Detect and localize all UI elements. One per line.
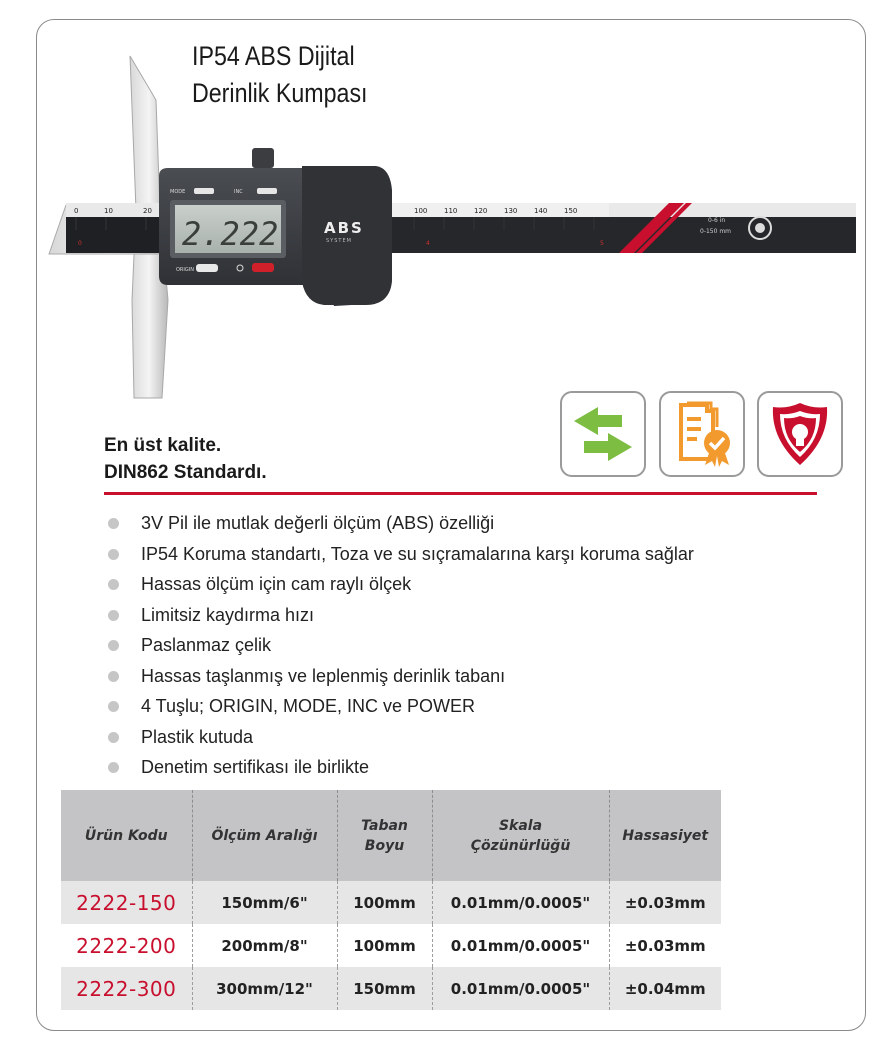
cell-range: 200mm/8": [192, 924, 337, 967]
bidirectional-arrows-icon: [568, 399, 638, 469]
table-row: [61, 967, 721, 1010]
scale-label: 20: [143, 207, 152, 215]
scale-label: 130: [504, 207, 518, 215]
cell-range: 300mm/12": [192, 967, 337, 1010]
header-base-length: Taban Boyu: [337, 790, 432, 881]
feature-text: 4 Tuşlu; ORIGIN, MODE, INC ve POWER: [141, 696, 476, 716]
feature-list: [108, 510, 694, 785]
feature-text: 3V Pil ile mutlak değerli ölçüm (ABS) özelliği: [141, 513, 495, 533]
feature-text: Hassas taşlanmış ve leplenmiş derinlik tabanı: [141, 665, 506, 686]
bullet-icon: [108, 610, 119, 621]
certificate-document-icon: [667, 399, 737, 469]
title-line-1: IP54 ABS Dijital: [192, 41, 355, 71]
cell-range: 150mm/6": [192, 881, 337, 924]
feature-item: [108, 602, 694, 633]
feature-text: Hassas ölçüm için cam raylı ölçek: [141, 574, 412, 594]
table-row: [61, 881, 721, 924]
feature-item: [108, 693, 694, 724]
feature-text: Paslanmaz çelik: [141, 635, 272, 655]
tagline-line-1: En üst kalite.: [104, 435, 222, 456]
certificate-document-icon-box: [659, 391, 745, 477]
scale-label: 100: [414, 207, 428, 215]
bullet-icon: [108, 671, 119, 682]
lcd-reading: 2.222: [182, 215, 279, 253]
feature-item: [108, 541, 694, 572]
tagline-line-2: DIN862 Standardı.: [104, 462, 267, 483]
header-product-code: Ürün Kodu: [61, 790, 192, 881]
table-row: [61, 924, 721, 967]
cell-base: 100mm: [337, 881, 432, 924]
scale-label: 10: [104, 207, 113, 215]
bidirectional-arrows-icon-box: [560, 391, 646, 477]
shield-lightbulb-icon: [765, 399, 835, 469]
header-resolution: Skala Çözünürlüğü: [432, 790, 609, 881]
inc-button-label: INC: [234, 189, 243, 195]
bullet-icon: [108, 518, 119, 529]
cell-resolution: 0.01mm/0.0005": [432, 967, 609, 1010]
range-label-mm: 0-150 mm: [700, 228, 732, 235]
header-accuracy: Hassasiyet: [609, 790, 721, 881]
scale-label: 0: [74, 207, 79, 215]
cell-product-code: 2222-300: [61, 967, 192, 1010]
spec-table: [61, 790, 721, 1010]
abs-brand-sub: SYSTEM: [326, 238, 352, 244]
cell-accuracy: ±0.03mm: [609, 881, 721, 924]
scale-label: 120: [474, 207, 488, 215]
mode-button-label: MODE: [170, 189, 186, 195]
scale-marker: 4: [426, 240, 430, 247]
section-divider: [104, 492, 817, 495]
feature-item: [108, 754, 694, 785]
bullet-icon: [108, 549, 119, 560]
bullet-icon: [108, 732, 119, 743]
scale-marker: 5: [600, 240, 604, 247]
scale-label: 150: [564, 207, 578, 215]
scale-label: 140: [534, 207, 548, 215]
feature-text: Limitsiz kaydırma hızı: [141, 604, 315, 625]
feature-item: [108, 663, 694, 694]
abs-brand-label: ABS: [324, 219, 364, 237]
feature-item: [108, 632, 694, 663]
feature-item: [108, 571, 694, 602]
origin-button-label: ORIGIN: [176, 267, 194, 273]
feature-text: IP54 Koruma standartı, Toza ve su sıçramalarına karşı koruma sağlar: [141, 543, 694, 564]
bullet-icon: [108, 762, 119, 773]
title-line-2: Derinlik Kumpası: [192, 78, 368, 108]
depth-caliper-image: [44, 50, 864, 405]
cell-accuracy: ±0.03mm: [609, 924, 721, 967]
feature-text: Plastik kutuda: [141, 726, 254, 747]
bullet-icon: [108, 701, 119, 712]
cell-resolution: 0.01mm/0.0005": [432, 881, 609, 924]
feature-item: [108, 724, 694, 755]
bullet-icon: [108, 640, 119, 651]
cell-base: 150mm: [337, 967, 432, 1010]
tagline: [104, 432, 267, 486]
table-header-row: [61, 790, 721, 881]
cell-resolution: 0.01mm/0.0005": [432, 924, 609, 967]
bullet-icon: [108, 579, 119, 590]
scale-marker: 0: [78, 240, 82, 247]
feature-item: [108, 510, 694, 541]
header-measuring-range: Ölçüm Aralığı: [192, 790, 337, 881]
scale-label: 110: [444, 207, 458, 215]
cell-product-code: 2222-150: [61, 881, 192, 924]
cell-accuracy: ±0.04mm: [609, 967, 721, 1010]
feature-text: Denetim sertifikası ile birlikte: [141, 757, 370, 777]
cell-base: 100mm: [337, 924, 432, 967]
shield-lightbulb-icon-box: [757, 391, 843, 477]
cell-product-code: 2222-200: [76, 933, 177, 958]
range-label-inch: 0-6 in: [708, 217, 726, 224]
